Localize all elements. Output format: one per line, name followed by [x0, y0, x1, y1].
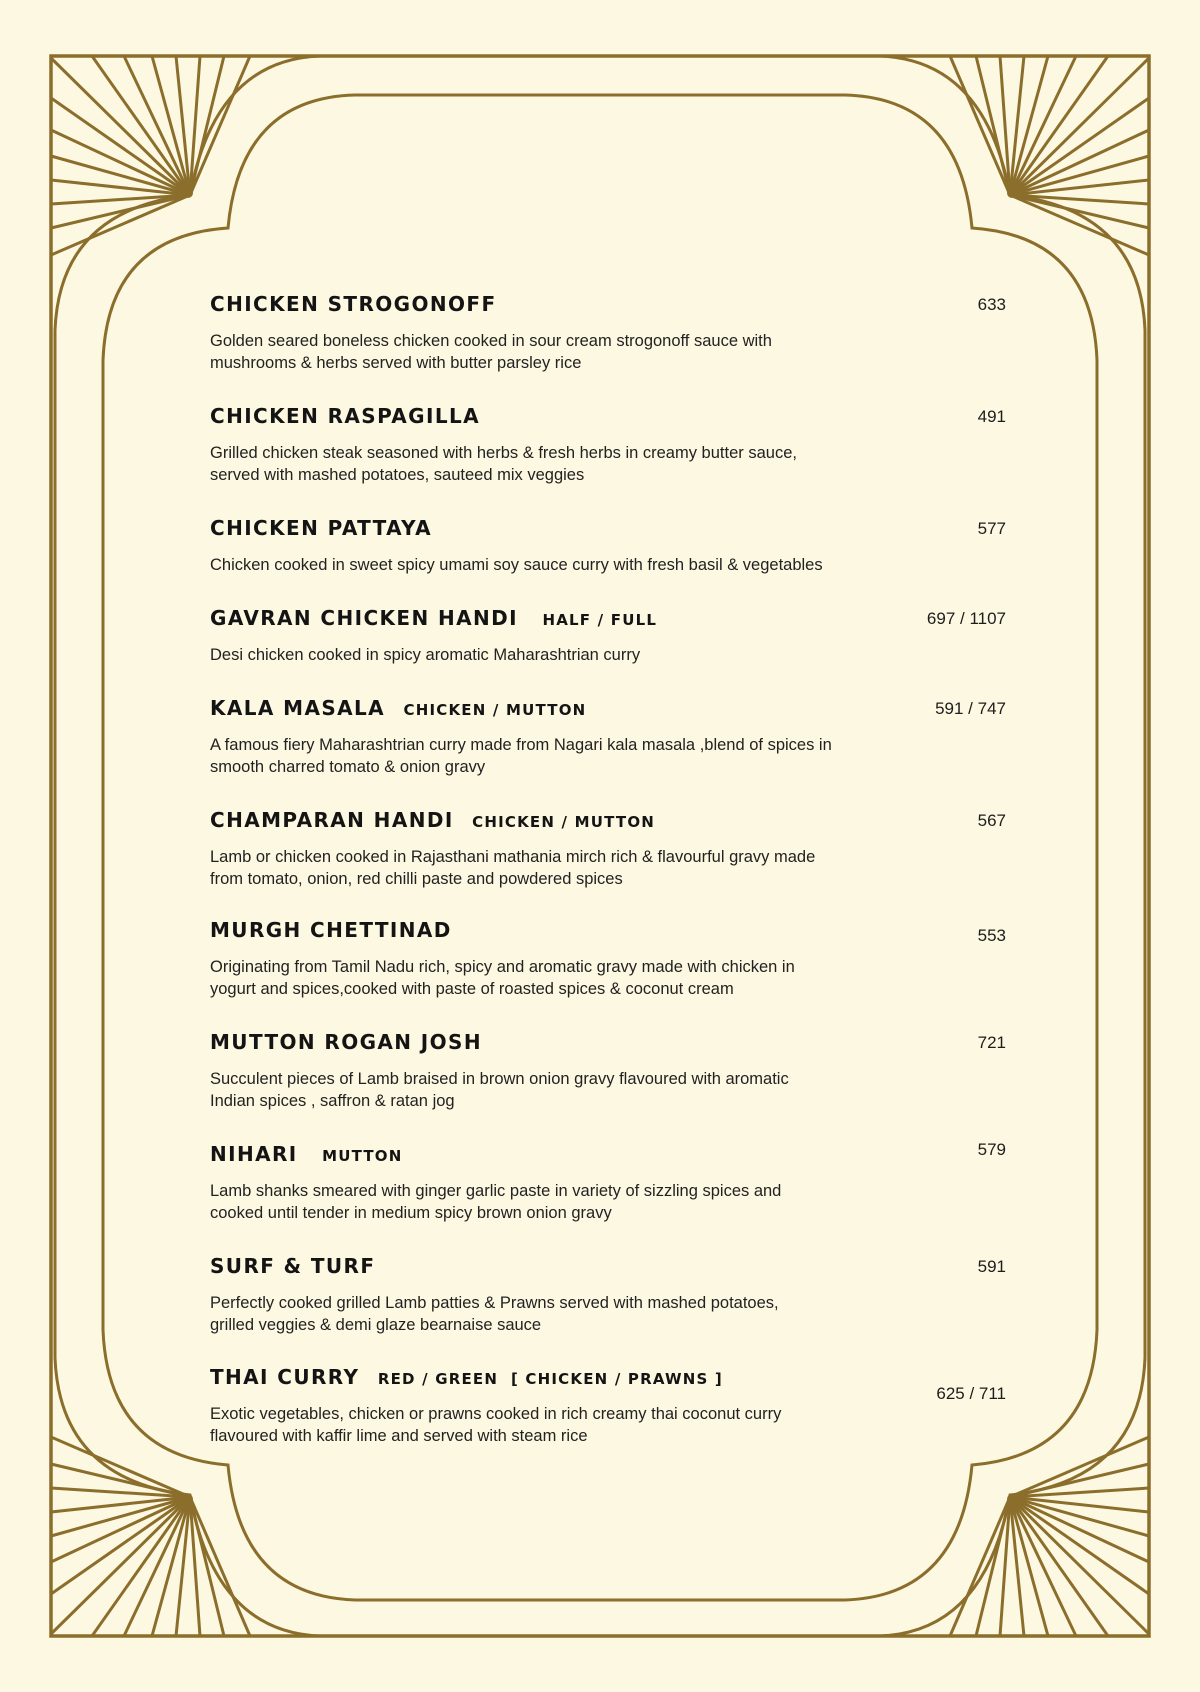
dish-variant: RED / GREEN [ CHICKEN / PRAWNS ] — [377, 1370, 723, 1388]
description-line: Grilled chicken steak seasoned with herbs & fresh herbs in creamy butter sauce, — [210, 444, 797, 462]
dish-name: NIHARI — [210, 1142, 298, 1166]
description-line: served with mashed potatoes, sauteed mix veggies — [210, 466, 585, 484]
dish-price: 697 / 1107 — [926, 609, 1006, 628]
dish-variant: MUTTON — [322, 1147, 403, 1165]
description-line: Chicken cooked in sweet spicy umami soy sauce curry with fresh basil & vegetables — [210, 556, 823, 574]
description-line: Originating from Tamil Nadu rich, spicy and aromatic gravy made with chicken in — [210, 958, 795, 976]
description-line: Golden seared boneless chicken cooked in sour cream strogonoff sauce with — [210, 332, 772, 350]
menu-item — [210, 1365, 1010, 1447]
menu-item — [210, 516, 1010, 576]
description-line: A famous fiery Maharashtrian curry made from Nagari kala masala ,blend of spices in — [210, 736, 832, 754]
dish-price: 633 — [977, 295, 1006, 314]
dish-variant: CHICKEN / MUTTON — [403, 701, 587, 719]
description-line: Succulent pieces of Lamb braised in brown onion gravy flavoured with aromatic — [210, 1070, 789, 1088]
dish-name: SURF & TURF — [210, 1254, 376, 1278]
dish-description — [210, 1068, 970, 1112]
description-line: flavoured with kaffir lime and served with steam rice — [210, 1427, 588, 1445]
dish-name: MURGH CHETTINAD — [210, 918, 452, 942]
description-line: smooth charred tomato & onion gravy — [210, 758, 486, 776]
menu-item — [210, 696, 1010, 778]
menu-item — [210, 1030, 1010, 1112]
menu-item — [210, 292, 1010, 374]
menu-item — [210, 404, 1010, 486]
dish-variant: HALF / FULL — [542, 611, 658, 629]
dish-description — [210, 1403, 970, 1447]
dish-description — [210, 1292, 970, 1336]
description-line: grilled veggies & demi glaze bearnaise sauce — [210, 1316, 542, 1334]
menu-item — [210, 918, 1010, 1000]
dish-name: CHAMPARAN HANDI — [210, 808, 454, 832]
dish-name: CHICKEN RASPAGILLA — [210, 404, 481, 428]
dish-price: 567 — [977, 811, 1006, 830]
menu-item — [210, 1142, 1010, 1224]
dish-price: 577 — [977, 519, 1006, 538]
dish-description — [210, 330, 970, 374]
dish-price: 579 — [977, 1140, 1006, 1159]
dish-description — [210, 442, 970, 486]
dish-name: KALA MASALA — [210, 696, 386, 720]
dish-description — [210, 846, 970, 890]
menu-item — [210, 808, 1010, 890]
dish-name: MUTTON ROGAN JOSH — [210, 1030, 482, 1054]
description-line: Lamb or chicken cooked in Rajasthani mathania mirch rich & flavourful gravy made — [210, 848, 816, 866]
description-line: from tomato, onion, red chilli paste and powdered spices — [210, 870, 623, 888]
dish-name: CHICKEN STROGONOFF — [210, 292, 497, 316]
dish-name: GAVRAN CHICKEN HANDI — [210, 606, 518, 630]
dish-name: CHICKEN PATTAYA — [210, 516, 432, 540]
description-line: Indian spices , saffron & ratan jog — [210, 1092, 455, 1110]
dish-description — [210, 956, 970, 1000]
dish-description — [210, 1180, 970, 1224]
dish-price: 591 — [977, 1257, 1006, 1276]
description-line: Exotic vegetables, chicken or prawns cooked in rich creamy thai coconut curry — [210, 1405, 782, 1423]
description-line: Perfectly cooked grilled Lamb patties & Prawns served with mashed potatoes, — [210, 1294, 779, 1312]
description-line: Lamb shanks smeared with ginger garlic paste in variety of sizzling spices and — [210, 1182, 782, 1200]
description-line: cooked until tender in medium spicy brown onion gravy — [210, 1204, 612, 1222]
menu-item — [210, 606, 1010, 666]
dish-description — [210, 734, 970, 778]
dish-description — [210, 554, 970, 576]
menu-item — [210, 1254, 1010, 1336]
dish-price: 591 / 747 — [935, 699, 1006, 718]
dish-name: THAI CURRY — [210, 1365, 360, 1389]
description-line: mushrooms & herbs served with butter parsley rice — [210, 354, 582, 372]
dish-price: 553 — [977, 926, 1006, 945]
dish-price: 625 / 711 — [936, 1384, 1006, 1403]
description-line: Desi chicken cooked in spicy aromatic Maharashtrian curry — [210, 646, 641, 664]
description-line: yogurt and spices,cooked with paste of roasted spices & coconut cream — [210, 980, 734, 998]
dish-price: 491 — [977, 407, 1006, 426]
dish-price: 721 — [977, 1033, 1006, 1052]
dish-variant: CHICKEN / MUTTON — [472, 813, 656, 831]
dish-description — [210, 644, 970, 666]
